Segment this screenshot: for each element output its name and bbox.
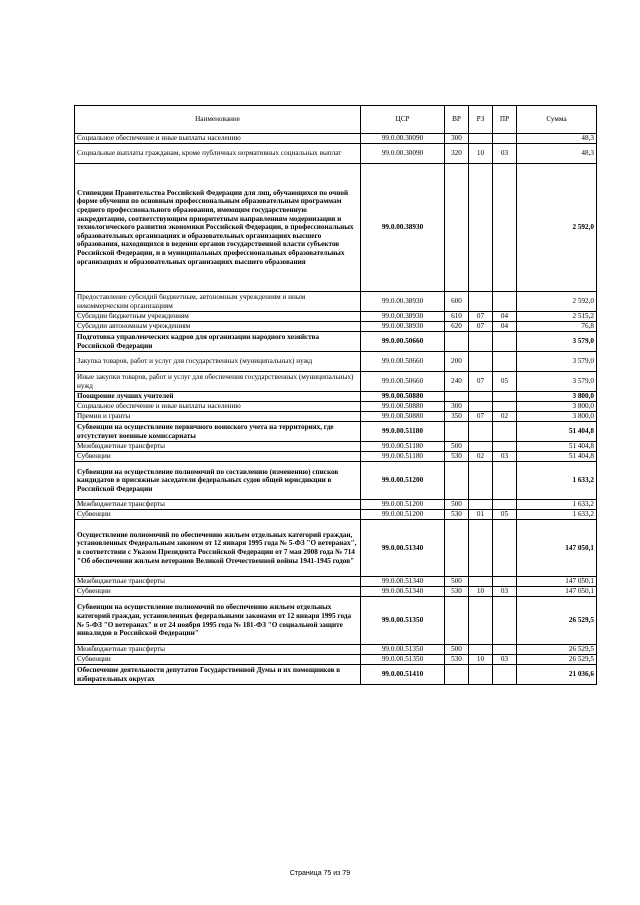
cell-name: Социальные выплаты гражданам, кроме публичных нормативных социальных выплат	[75, 144, 361, 164]
table-row	[75, 452, 597, 462]
cell-csr: 99.0.00.51340	[361, 520, 445, 577]
cell-rz	[469, 402, 493, 412]
cell-name: Субвенции	[75, 587, 361, 597]
cell-vr	[445, 462, 469, 500]
cell-name: Субвенции на осуществление первичного воинского учета на территориях, где отсутствуют военные комиссариаты	[75, 422, 361, 442]
cell-csr: 99.0.00.50660	[361, 332, 445, 352]
cell-pr	[493, 500, 517, 510]
cell-pr	[493, 392, 517, 402]
cell-name: Подготовка управленческих кадров для организации народного хозяйства Российской Федерации	[75, 332, 361, 352]
cell-csr: 99.0.00.51180	[361, 422, 445, 442]
cell-sum: 147 050,1	[517, 587, 597, 597]
table-row	[75, 402, 597, 412]
cell-sum: 147 050,1	[517, 520, 597, 577]
header-vr: ВР	[445, 106, 469, 134]
cell-sum: 3 579,0	[517, 372, 597, 392]
cell-sum: 26 529,5	[517, 655, 597, 665]
cell-pr	[493, 462, 517, 500]
table-row	[75, 520, 597, 577]
cell-sum: 1 633,2	[517, 500, 597, 510]
cell-sum: 51 404,8	[517, 452, 597, 462]
cell-csr: 99.0.00.51180	[361, 452, 445, 462]
cell-sum: 3 800,0	[517, 402, 597, 412]
cell-sum: 51 404,8	[517, 422, 597, 442]
cell-rz	[469, 577, 493, 587]
cell-vr: 300	[445, 402, 469, 412]
cell-rz	[469, 597, 493, 645]
header-rz: РЗ	[469, 106, 493, 134]
cell-name: Поощрение лучших учителей	[75, 392, 361, 402]
cell-csr: 99.0.00.30090	[361, 144, 445, 164]
cell-vr	[445, 665, 469, 685]
cell-name: Предоставление субсидий бюджетным, автономным учреждениям и иным некоммерческим организациям	[75, 292, 361, 312]
cell-csr: 99.0.00.50880	[361, 392, 445, 402]
cell-name: Социальное обеспечение и иные выплаты населению	[75, 402, 361, 412]
cell-name: Субсидии бюджетным учреждениям	[75, 312, 361, 322]
header-pr: ПР	[493, 106, 517, 134]
cell-csr: 99.0.00.51410	[361, 665, 445, 685]
cell-rz	[469, 462, 493, 500]
cell-sum: 2 515,2	[517, 312, 597, 322]
cell-rz	[469, 500, 493, 510]
cell-csr: 99.0.00.50660	[361, 352, 445, 372]
cell-pr: 03	[493, 655, 517, 665]
table-header	[75, 106, 597, 134]
table-row	[75, 462, 597, 500]
cell-sum: 3 800,0	[517, 412, 597, 422]
cell-sum: 26 529,5	[517, 645, 597, 655]
cell-vr: 620	[445, 322, 469, 332]
cell-rz	[469, 422, 493, 442]
table-row	[75, 510, 597, 520]
cell-vr: 500	[445, 500, 469, 510]
cell-pr: 05	[493, 372, 517, 392]
cell-pr	[493, 520, 517, 577]
cell-name: Субсидии автономным учреждениям	[75, 322, 361, 332]
table-row	[75, 332, 597, 352]
cell-pr: 03	[493, 587, 517, 597]
cell-name: Премии и гранты	[75, 412, 361, 422]
cell-rz	[469, 442, 493, 452]
cell-pr	[493, 164, 517, 292]
table-row	[75, 500, 597, 510]
table-row	[75, 645, 597, 655]
cell-csr: 99.0.00.51350	[361, 645, 445, 655]
table-row	[75, 312, 597, 322]
cell-vr: 530	[445, 510, 469, 520]
table-row	[75, 412, 597, 422]
cell-pr	[493, 645, 517, 655]
cell-pr	[493, 402, 517, 412]
cell-vr: 350	[445, 412, 469, 422]
table-row	[75, 587, 597, 597]
cell-vr: 320	[445, 144, 469, 164]
table-row	[75, 352, 597, 372]
cell-vr: 530	[445, 587, 469, 597]
header-sum: Сумма	[517, 106, 597, 134]
cell-vr: 500	[445, 577, 469, 587]
cell-csr: 99.0.00.38930	[361, 322, 445, 332]
cell-pr: 05	[493, 510, 517, 520]
cell-name: Закупка товаров, работ и услуг для государственных (муниципальных) нужд	[75, 352, 361, 372]
cell-pr: 03	[493, 144, 517, 164]
cell-vr: 300	[445, 134, 469, 144]
cell-pr: 03	[493, 452, 517, 462]
cell-name: Субвенции	[75, 452, 361, 462]
cell-rz: 07	[469, 312, 493, 322]
table-body	[75, 134, 597, 685]
cell-name: Межбюджетные трансферты	[75, 577, 361, 587]
cell-pr	[493, 597, 517, 645]
cell-name: Социальное обеспечение и иные выплаты населению	[75, 134, 361, 144]
cell-rz: 10	[469, 655, 493, 665]
cell-csr: 99.0.00.38930	[361, 292, 445, 312]
cell-rz	[469, 665, 493, 685]
cell-rz	[469, 164, 493, 292]
header-csr: ЦСР	[361, 106, 445, 134]
table-row	[75, 422, 597, 442]
cell-csr: 99.0.00.51340	[361, 587, 445, 597]
cell-rz: 07	[469, 412, 493, 422]
cell-pr: 04	[493, 312, 517, 322]
cell-sum: 21 036,6	[517, 665, 597, 685]
cell-pr: 04	[493, 322, 517, 332]
cell-sum: 51 404,8	[517, 442, 597, 452]
table-row	[75, 392, 597, 402]
cell-vr	[445, 332, 469, 352]
cell-vr	[445, 392, 469, 402]
cell-csr: 99.0.00.51340	[361, 577, 445, 587]
cell-vr: 200	[445, 352, 469, 372]
cell-vr	[445, 164, 469, 292]
cell-vr: 500	[445, 645, 469, 655]
cell-csr: 99.0.00.51200	[361, 462, 445, 500]
page-number: Страница 75 из 79	[289, 870, 351, 877]
table-row	[75, 597, 597, 645]
cell-rz: 10	[469, 587, 493, 597]
cell-pr	[493, 352, 517, 372]
cell-csr: 99.0.00.51350	[361, 597, 445, 645]
cell-sum: 2 592,0	[517, 164, 597, 292]
cell-pr	[493, 422, 517, 442]
cell-vr	[445, 520, 469, 577]
cell-csr: 99.0.00.30090	[361, 134, 445, 144]
cell-pr	[493, 577, 517, 587]
cell-vr	[445, 597, 469, 645]
cell-csr: 99.0.00.38930	[361, 164, 445, 292]
cell-pr	[493, 134, 517, 144]
table-row	[75, 442, 597, 452]
table-row	[75, 577, 597, 587]
cell-name: Субвенции на осуществление полномочий по составлению (изменению) списков кандидатов в присяжные заседатели федеральных судов общей юрисдикции в Российской Федерации	[75, 462, 361, 500]
cell-rz: 10	[469, 144, 493, 164]
cell-rz	[469, 520, 493, 577]
cell-rz: 02	[469, 452, 493, 462]
cell-vr: 500	[445, 442, 469, 452]
cell-name: Межбюджетные трансферты	[75, 500, 361, 510]
cell-rz: 07	[469, 372, 493, 392]
cell-csr: 99.0.00.50880	[361, 402, 445, 412]
cell-sum: 1 633,2	[517, 462, 597, 500]
cell-sum: 1 633,2	[517, 510, 597, 520]
cell-vr: 600	[445, 292, 469, 312]
budget-table	[74, 105, 597, 685]
cell-csr: 99.0.00.51180	[361, 442, 445, 452]
table-row	[75, 134, 597, 144]
cell-name: Межбюджетные трансферты	[75, 442, 361, 452]
cell-name: Осуществление полномочий по обеспечению жильем отдельных категорий граждан, установленных Федеральным законом от 12 января 1995 года № 5-ФЗ "О ветеранах", в соответствии с Указом Президента Российской Федерации от 7 мая 2008 года № 714 "Об обеспечении жильем ветеранов Великой Отечественной войны 1941-1945 годов"	[75, 520, 361, 577]
cell-sum: 3 800,0	[517, 392, 597, 402]
cell-csr: 99.0.00.50880	[361, 412, 445, 422]
header-name: Наименование	[75, 106, 361, 134]
cell-sum: 3 579,0	[517, 352, 597, 372]
cell-vr: 530	[445, 452, 469, 462]
table-row	[75, 292, 597, 312]
cell-csr: 99.0.00.50660	[361, 372, 445, 392]
cell-rz	[469, 352, 493, 372]
cell-pr	[493, 332, 517, 352]
cell-name: Межбюджетные трансферты	[75, 645, 361, 655]
cell-sum: 26 529,5	[517, 597, 597, 645]
table-row	[75, 655, 597, 665]
cell-sum: 3 579,0	[517, 332, 597, 352]
table-row	[75, 665, 597, 685]
table-row	[75, 164, 597, 292]
cell-vr: 240	[445, 372, 469, 392]
table-row	[75, 372, 597, 392]
cell-rz	[469, 392, 493, 402]
cell-csr: 99.0.00.51350	[361, 655, 445, 665]
cell-pr	[493, 665, 517, 685]
cell-sum: 2 592,0	[517, 292, 597, 312]
cell-sum: 48,3	[517, 134, 597, 144]
table-row	[75, 322, 597, 332]
cell-name: Субвенции	[75, 510, 361, 520]
cell-name: Иные закупки товаров, работ и услуг для обеспечения государственных (муниципальных) нужд	[75, 372, 361, 392]
cell-rz: 07	[469, 322, 493, 332]
cell-vr: 610	[445, 312, 469, 322]
cell-name: Стипендии Правительства Российской Федерации для лиц, обучающихся по очной форме обучения по основным профессиональным образовательным программам среднего профессионального образования, имеющим государственную аккредитацию, соответствующим приоритетным направлениям модернизации и технологического развития экономики Российской Федерации, в профессиональных образовательных организациях и образовательных организациях высшего образования, находящихся в ведении органов государственной власти субъектов Российской Федерации, и в муниципальных профессиональных образовательных организациях и образовательных организациях высшего образования	[75, 164, 361, 292]
cell-pr	[493, 442, 517, 452]
cell-pr	[493, 292, 517, 312]
cell-vr: 530	[445, 655, 469, 665]
cell-csr: 99.0.00.38930	[361, 312, 445, 322]
cell-sum: 147 050,1	[517, 577, 597, 587]
cell-rz: 01	[469, 510, 493, 520]
cell-rz	[469, 292, 493, 312]
cell-name: Обеспечение деятельности депутатов Государственной Думы и их помощников в избирательных округах	[75, 665, 361, 685]
table-row	[75, 144, 597, 164]
cell-sum: 76,8	[517, 322, 597, 332]
cell-rz	[469, 134, 493, 144]
cell-rz	[469, 645, 493, 655]
cell-csr: 99.0.00.51200	[361, 500, 445, 510]
cell-pr: 02	[493, 412, 517, 422]
cell-vr	[445, 422, 469, 442]
cell-csr: 99.0.00.51200	[361, 510, 445, 520]
cell-sum: 48,3	[517, 144, 597, 164]
cell-rz	[469, 332, 493, 352]
cell-name: Субвенции на осуществление полномочий по обеспечению жильем отдельных категорий граждан, установленных федеральными законами от 12 января 1995 года № 5-ФЗ "О ветеранах" и от 24 ноября 1995 года № 181-ФЗ "О социальной защите инвалидов в Российской Федерации"	[75, 597, 361, 645]
cell-name: Субвенции	[75, 655, 361, 665]
